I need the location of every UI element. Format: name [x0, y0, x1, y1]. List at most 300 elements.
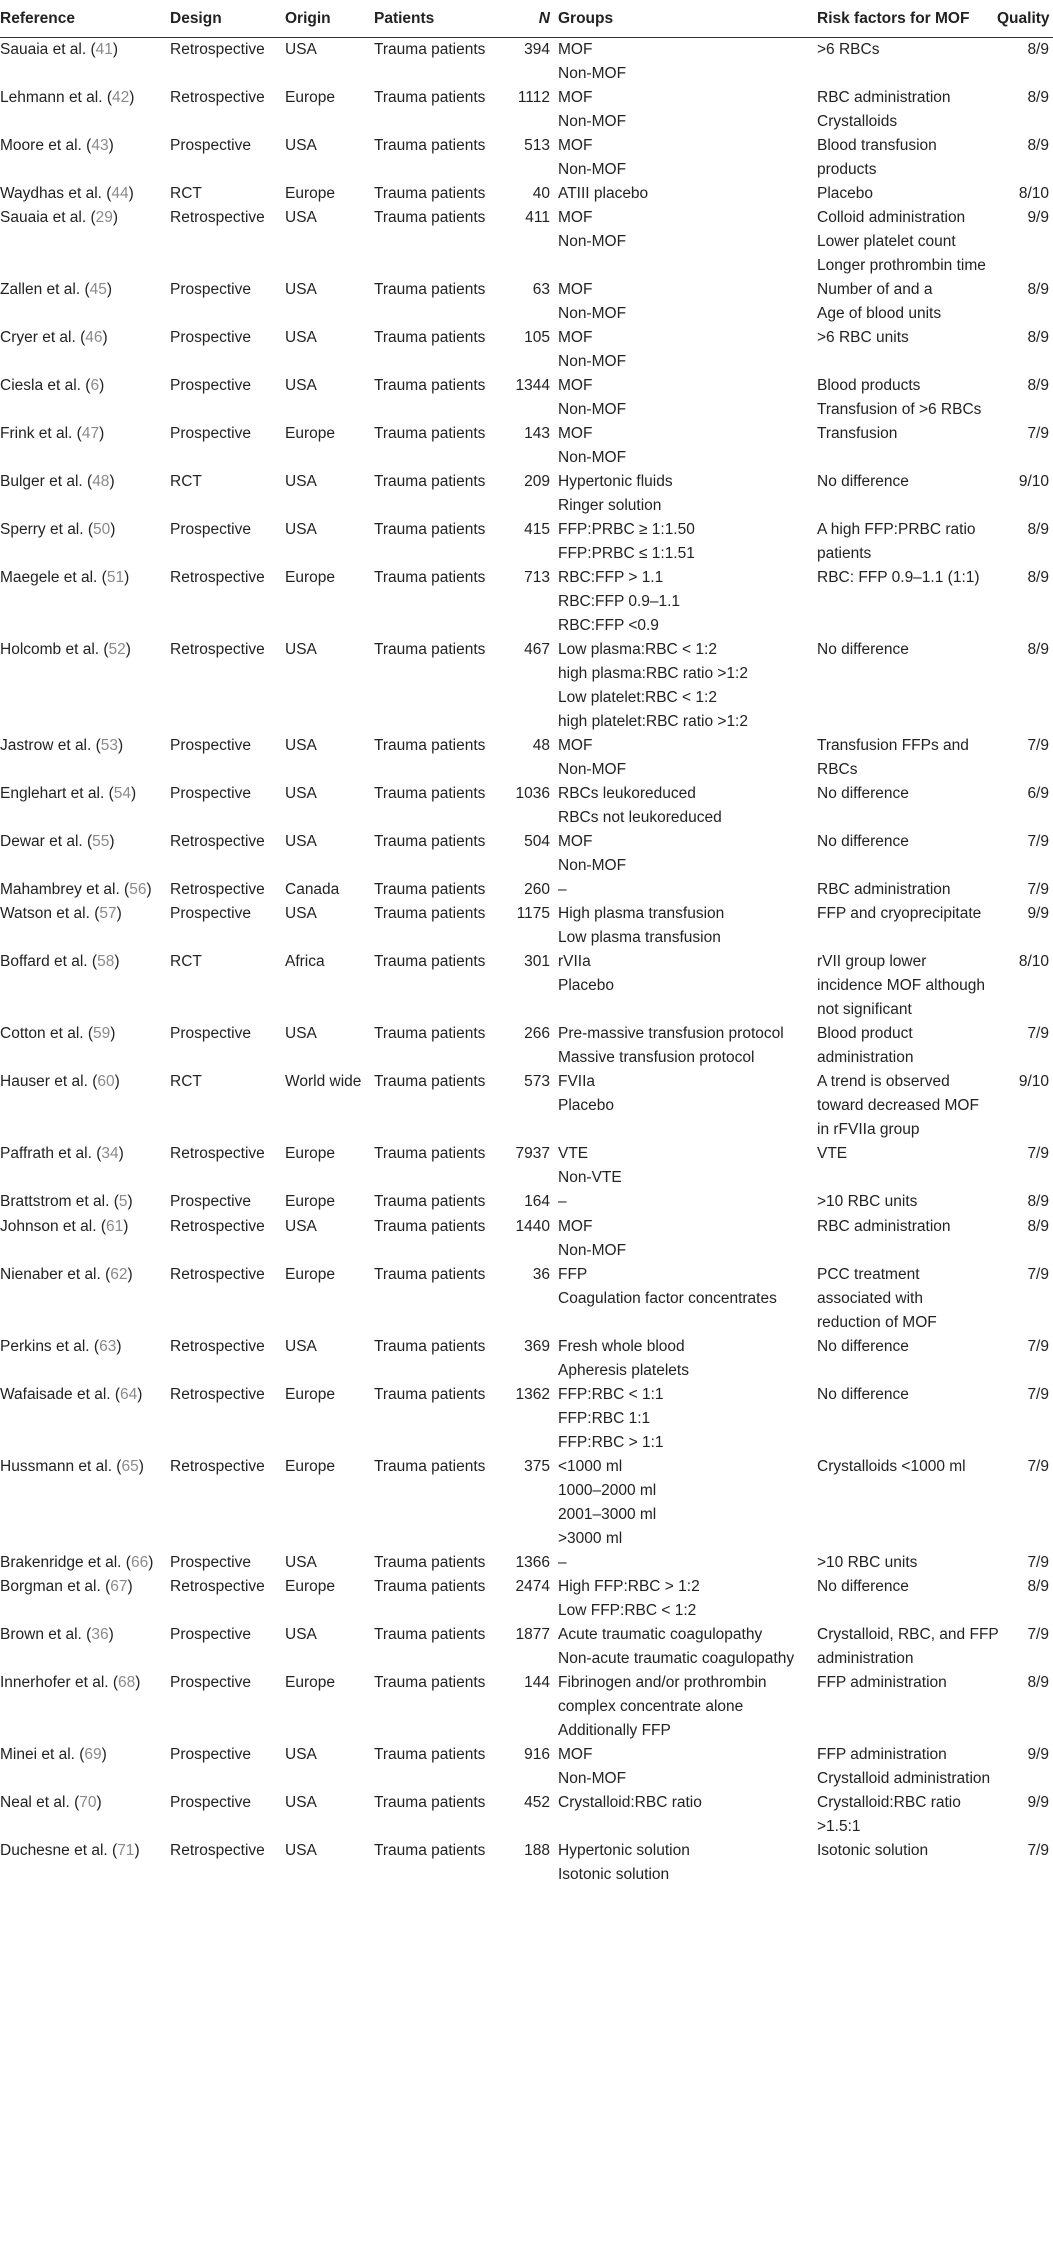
reference-citation-link[interactable]: 64 [120, 1386, 138, 1403]
n-value: 36 [532, 1266, 550, 1283]
reference-author: Sperry et al. [0, 521, 84, 538]
reference-citation-link[interactable]: 47 [81, 425, 100, 442]
risk-line: Blood product [817, 1025, 913, 1042]
patients-value: Trauma patients [374, 1794, 486, 1811]
cell-groups [558, 1623, 817, 1671]
design-value: RCT [170, 473, 202, 490]
cell-origin [285, 566, 374, 638]
cell-quality [997, 278, 1053, 326]
cell-reference: Wafaisade et al. (64) [0, 1386, 143, 1403]
quality-value: 8/9 [1027, 89, 1049, 106]
patients-value: Trauma patients [374, 473, 486, 490]
reference-author: Neal et al. [0, 1794, 70, 1811]
group-line: FFP:PRBC ≥ 1:1.50 [558, 521, 695, 538]
cell-patients [374, 734, 509, 782]
cell-risk-factors [817, 278, 997, 326]
header-patients: Patients [374, 0, 509, 38]
reference-citation-link[interactable]: 57 [99, 905, 117, 922]
reference-citation-link[interactable]: 42 [112, 89, 130, 106]
quality-value: 9/9 [1027, 1794, 1049, 1811]
cell-risk-factors [817, 782, 997, 830]
risk-line: Transfusion FFPs and [817, 737, 969, 754]
cell-origin [285, 1551, 374, 1575]
n-value: 1362 [515, 1386, 550, 1403]
cell-reference: Brown et al. (36) [0, 1626, 114, 1643]
cell-origin [285, 278, 374, 326]
design-value: Retrospective [170, 641, 265, 658]
risk-line: patients [817, 545, 872, 562]
table-row [0, 566, 1053, 638]
group-line: rVIIa [558, 953, 591, 970]
reference-citation-link[interactable]: 59 [93, 1025, 111, 1042]
design-value: Prospective [170, 737, 251, 754]
risk-line: FFP administration [817, 1674, 947, 1691]
reference-citation-link[interactable]: 54 [113, 785, 131, 802]
patients-value: Trauma patients [374, 1626, 486, 1643]
cell-origin [285, 902, 374, 950]
cell-n [509, 182, 558, 206]
n-value: 1175 [516, 905, 550, 922]
patients-value: Trauma patients [374, 737, 486, 754]
table-row [0, 86, 1053, 134]
cell-patients [374, 950, 509, 1022]
reference-author: Boffard et al. [0, 953, 88, 970]
reference-author: Holcomb et al. [0, 641, 100, 658]
cell-groups [558, 206, 817, 278]
origin-value: USA [285, 1626, 317, 1643]
reference-author: Zallen et al. [0, 281, 81, 298]
cell-patients [374, 1383, 509, 1455]
reference-author: Hauser et al. [0, 1073, 88, 1090]
group-line: Isotonic solution [558, 1866, 670, 1883]
risk-line: >10 RBC units [817, 1193, 918, 1210]
cell-quality [997, 134, 1053, 182]
group-line: ATIII placebo [558, 185, 649, 202]
reference-citation-link[interactable]: 29 [95, 209, 113, 226]
risk-line: Isotonic solution [817, 1842, 929, 1859]
quality-value: 7/9 [1027, 1145, 1049, 1162]
cell-n [509, 1671, 558, 1743]
risk-line: associated with [817, 1290, 923, 1307]
origin-value: Africa [285, 953, 325, 970]
reference-citation-link[interactable]: 44 [111, 185, 129, 202]
reference-citation-link[interactable]: 68 [118, 1674, 136, 1691]
group-line: Non-MOF [558, 401, 627, 418]
table-row [0, 518, 1053, 566]
n-value: 144 [524, 1674, 550, 1691]
risk-line: in rFVIIa group [817, 1121, 920, 1138]
origin-value: Canada [285, 881, 340, 898]
risk-line: Transfusion of >6 RBCs [817, 401, 982, 418]
cell-risk-factors [817, 1142, 997, 1190]
cell-design [170, 134, 285, 182]
reference-citation-link[interactable]: 66 [130, 1554, 149, 1571]
reference-author: Brown et al. [0, 1626, 82, 1643]
cell-design [170, 950, 285, 1022]
cell-quality [997, 470, 1053, 518]
group-line: FFP:RBC > 1:1 [558, 1434, 664, 1451]
cell-patients [374, 278, 509, 326]
group-line: Non-MOF [558, 1770, 627, 1787]
cell-groups [558, 326, 817, 374]
cell-design [170, 1070, 285, 1142]
reference-citation-link[interactable]: 65 [121, 1458, 139, 1475]
n-value: 452 [524, 1794, 550, 1811]
cell-quality [997, 1383, 1053, 1455]
group-line: high platelet:RBC ratio >1:2 [558, 713, 748, 730]
cell-patients [374, 1551, 509, 1575]
risk-line: RBC: FFP 0.9–1.1 (1:1) [817, 569, 980, 586]
reference-citation-link[interactable]: 58 [97, 953, 115, 970]
origin-value: USA [285, 1025, 317, 1042]
cell-design [170, 518, 285, 566]
table-row [0, 1671, 1053, 1743]
group-line: Non-acute traumatic coagulopathy [558, 1650, 795, 1667]
cell-n [509, 1575, 558, 1623]
reference-citation-link[interactable]: 6 [90, 377, 100, 394]
origin-value: USA [285, 1842, 317, 1859]
table-row [0, 1263, 1053, 1335]
design-value: Prospective [170, 1746, 251, 1763]
cell-design [170, 878, 285, 902]
reference-citation-link[interactable]: 62 [110, 1266, 128, 1283]
reference-author: Maegele et al. [0, 569, 98, 586]
origin-value: USA [285, 377, 317, 394]
cell-origin [285, 206, 374, 278]
origin-value: Europe [285, 1386, 335, 1403]
reference-citation-link[interactable]: 45 [89, 281, 107, 298]
reference-citation-link[interactable]: 55 [92, 833, 110, 850]
cell-n [509, 734, 558, 782]
n-value: 1036 [515, 785, 550, 802]
risk-line: No difference [817, 1578, 909, 1595]
cell-risk-factors [817, 1383, 997, 1455]
cell-origin [285, 878, 374, 902]
cell-groups [558, 878, 817, 902]
cell-patients [374, 638, 509, 734]
cell-groups [558, 38, 817, 87]
design-value: Retrospective [170, 833, 265, 850]
group-line: – [558, 881, 567, 898]
group-line: Low FFP:RBC < 1:2 [558, 1602, 697, 1619]
table-row [0, 734, 1053, 782]
cell-risk-factors [817, 182, 997, 206]
patients-value: Trauma patients [374, 1554, 486, 1571]
cell-origin [285, 734, 374, 782]
group-line: High plasma transfusion [558, 905, 725, 922]
patients-value: Trauma patients [374, 1025, 486, 1042]
cell-origin [285, 1335, 374, 1383]
cell-origin [285, 182, 374, 206]
n-value: 266 [524, 1025, 550, 1042]
n-value: 63 [532, 281, 550, 298]
reference-citation-link[interactable]: 34 [101, 1145, 119, 1162]
design-value: Prospective [170, 329, 251, 346]
header-design: Design [170, 0, 285, 38]
group-line: Non-MOF [558, 1242, 627, 1259]
origin-value: USA [285, 1794, 317, 1811]
origin-value: USA [285, 737, 317, 754]
cell-reference: Sauaia et al. (41) [0, 41, 119, 58]
table-row [0, 638, 1053, 734]
reference-author: Paffrath et al. [0, 1145, 92, 1162]
origin-value: USA [285, 1338, 317, 1355]
reference-citation-link[interactable]: 52 [108, 641, 126, 658]
reference-citation-link[interactable]: 56 [129, 881, 147, 898]
cell-risk-factors [817, 902, 997, 950]
cell-patients [374, 1022, 509, 1070]
cell-patients [374, 182, 509, 206]
cell-groups [558, 278, 817, 326]
quality-value: 8/9 [1027, 41, 1049, 58]
cell-patients [374, 830, 509, 878]
risk-line: RBC administration [817, 89, 951, 106]
cell-quality [997, 1070, 1053, 1142]
n-value: 375 [524, 1458, 550, 1475]
design-value: Prospective [170, 785, 251, 802]
cell-origin [285, 1839, 374, 1887]
cell-n [509, 1791, 558, 1839]
n-value: 2474 [515, 1578, 550, 1595]
table-row [0, 902, 1053, 950]
design-value: Prospective [170, 1193, 251, 1210]
cell-n [509, 1551, 558, 1575]
cell-groups [558, 1215, 817, 1263]
risk-line: Crystalloid administration [817, 1770, 991, 1787]
cell-design [170, 1551, 285, 1575]
cell-n [509, 950, 558, 1022]
origin-value: USA [285, 1746, 317, 1763]
table-row [0, 326, 1053, 374]
group-line: <1000 ml [558, 1458, 623, 1475]
patients-value: Trauma patients [374, 209, 486, 226]
risk-line: Blood transfusion [817, 137, 937, 154]
design-value: Prospective [170, 1554, 251, 1571]
cell-origin [285, 518, 374, 566]
cell-patients [374, 422, 509, 470]
cell-groups [558, 1383, 817, 1455]
risk-line: Crystalloid, RBC, and FFP [817, 1626, 999, 1643]
n-value: 301 [524, 953, 550, 970]
cell-quality [997, 206, 1053, 278]
cell-groups [558, 422, 817, 470]
cell-groups [558, 1070, 817, 1142]
cell-design [170, 1791, 285, 1839]
cell-patients [374, 1839, 509, 1887]
reference-citation-link[interactable]: 43 [91, 137, 109, 154]
cell-risk-factors [817, 1623, 997, 1671]
cell-design [170, 1022, 285, 1070]
reference-citation-link[interactable]: 69 [84, 1746, 102, 1763]
reference-citation-link[interactable]: 53 [100, 737, 119, 754]
n-value: 260 [524, 881, 550, 898]
quality-value: 7/9 [1027, 1386, 1049, 1403]
group-line: Acute traumatic coagulopathy [558, 1626, 763, 1643]
table-header [0, 0, 1053, 38]
cell-quality [997, 86, 1053, 134]
header-row [0, 0, 1053, 38]
patients-value: Trauma patients [374, 1578, 486, 1595]
cell-groups [558, 950, 817, 1022]
header-origin: Origin [285, 0, 374, 38]
risk-line: No difference [817, 641, 909, 658]
reference-author: Mahambrey et al. [0, 881, 120, 898]
table-row [0, 1142, 1053, 1190]
risk-line: No difference [817, 833, 909, 850]
risk-line: RBCs [817, 761, 858, 778]
cell-risk-factors [817, 134, 997, 182]
cell-origin [285, 1455, 374, 1551]
cell-patients [374, 1575, 509, 1623]
cell-patients [374, 1671, 509, 1743]
group-line: Crystalloid:RBC ratio [558, 1794, 702, 1811]
patients-value: Trauma patients [374, 1338, 486, 1355]
cell-patients [374, 38, 509, 87]
cell-n [509, 1022, 558, 1070]
reference-citation-link[interactable]: 41 [95, 41, 113, 58]
design-value: Prospective [170, 1674, 251, 1691]
group-line: FFP:RBC 1:1 [558, 1410, 651, 1427]
reference-citation-link[interactable]: 63 [99, 1338, 117, 1355]
cell-groups [558, 470, 817, 518]
n-value: 504 [524, 833, 550, 850]
reference-citation-link[interactable]: 60 [97, 1073, 115, 1090]
quality-value: 8/9 [1027, 641, 1049, 658]
cell-n [509, 566, 558, 638]
design-value: Retrospective [170, 569, 265, 586]
cell-origin [285, 1190, 374, 1215]
cell-reference: Borgman et al. (67) [0, 1578, 133, 1595]
cell-quality [997, 1623, 1053, 1671]
reference-citation-link[interactable]: 70 [79, 1794, 97, 1811]
n-value: 209 [524, 473, 550, 490]
reference-citation-link[interactable]: 46 [85, 329, 103, 346]
quality-value: 8/9 [1027, 1674, 1049, 1691]
cell-n [509, 278, 558, 326]
group-line: RBC:FFP > 1.1 [558, 569, 664, 586]
quality-value: 6/9 [1027, 785, 1049, 802]
reference-citation-link[interactable]: 61 [105, 1218, 124, 1235]
reference-author: Brattstrom et al. [0, 1193, 110, 1210]
design-value: RCT [170, 185, 202, 202]
cell-groups [558, 518, 817, 566]
reference-citation-link[interactable]: 50 [93, 521, 111, 538]
cell-reference: Cotton et al. (59) [0, 1025, 116, 1042]
patients-value: Trauma patients [374, 281, 486, 298]
n-value: 7937 [515, 1145, 550, 1162]
quality-value: 7/9 [1027, 1458, 1049, 1475]
cell-risk-factors [817, 1022, 997, 1070]
design-value: Retrospective [170, 1458, 265, 1475]
group-line: RBC:FFP 0.9–1.1 [558, 593, 681, 610]
cell-quality [997, 878, 1053, 902]
patients-value: Trauma patients [374, 785, 486, 802]
cell-n [509, 782, 558, 830]
reference-author: Lehmann et al. [0, 89, 103, 106]
table-row [0, 1551, 1053, 1575]
origin-value: USA [285, 905, 317, 922]
cell-origin [285, 1623, 374, 1671]
cell-design [170, 422, 285, 470]
reference-author: Perkins et al. [0, 1338, 90, 1355]
reference-citation-link[interactable]: 71 [117, 1842, 135, 1859]
risk-line: Lower platelet count [817, 233, 956, 250]
group-line: Fresh whole blood [558, 1338, 685, 1355]
reference-citation-link[interactable]: 67 [110, 1578, 128, 1595]
risk-line: toward decreased MOF [817, 1097, 979, 1114]
cell-quality [997, 1791, 1053, 1839]
risk-line: Number of and a [817, 281, 933, 298]
cell-groups [558, 830, 817, 878]
origin-value: USA [285, 473, 317, 490]
group-line: – [558, 1554, 567, 1571]
reference-author: Cryer et al. [0, 329, 76, 346]
cell-groups [558, 86, 817, 134]
origin-value: USA [285, 209, 317, 226]
group-line: MOF [558, 281, 593, 298]
n-value: 1440 [515, 1218, 550, 1235]
quality-value: 8/9 [1027, 1193, 1049, 1210]
cell-origin [285, 1383, 374, 1455]
header-quality: Quality [997, 0, 1053, 38]
cell-design [170, 638, 285, 734]
cell-origin [285, 1070, 374, 1142]
origin-value: USA [285, 833, 317, 850]
reference-citation-link[interactable]: 5 [118, 1193, 128, 1210]
patients-value: Trauma patients [374, 89, 486, 106]
table-row [0, 1455, 1053, 1551]
reference-citation-link[interactable]: 48 [92, 473, 110, 490]
cell-n [509, 470, 558, 518]
reference-citation-link[interactable]: 51 [106, 569, 125, 586]
cell-risk-factors [817, 374, 997, 422]
cell-quality [997, 182, 1053, 206]
cell-groups [558, 1791, 817, 1839]
cell-design [170, 326, 285, 374]
cell-groups [558, 1142, 817, 1190]
quality-value: 8/9 [1027, 377, 1049, 394]
cell-n [509, 1215, 558, 1263]
cell-risk-factors [817, 1743, 997, 1791]
cell-design [170, 470, 285, 518]
reference-author: Ciesla et al. [0, 377, 81, 394]
quality-value: 7/9 [1027, 1626, 1049, 1643]
cell-n [509, 518, 558, 566]
cell-risk-factors [817, 518, 997, 566]
design-value: Retrospective [170, 1386, 265, 1403]
n-value: 394 [524, 41, 550, 58]
cell-reference: Maegele et al. (51) [0, 569, 130, 586]
risk-line: PCC treatment [817, 1266, 920, 1283]
quality-value: 7/9 [1027, 1025, 1049, 1042]
cell-quality [997, 1335, 1053, 1383]
patients-value: Trauma patients [374, 1386, 486, 1403]
cell-n [509, 1190, 558, 1215]
origin-value: Europe [285, 1193, 335, 1210]
risk-line: A high FFP:PRBC ratio [817, 521, 976, 538]
cell-reference: Perkins et al. (63) [0, 1338, 122, 1355]
cell-reference: Lehmann et al. (42) [0, 89, 135, 106]
cell-reference: Cryer et al. (46) [0, 329, 108, 346]
reference-citation-link[interactable]: 36 [91, 1626, 109, 1643]
cell-reference: Nienaber et al. (62) [0, 1266, 133, 1283]
cell-origin [285, 1022, 374, 1070]
quality-value: 7/9 [1027, 1266, 1049, 1283]
table-row [0, 1022, 1053, 1070]
group-line: MOF [558, 209, 593, 226]
group-line: High FFP:RBC > 1:2 [558, 1578, 700, 1595]
origin-value: USA [285, 137, 317, 154]
